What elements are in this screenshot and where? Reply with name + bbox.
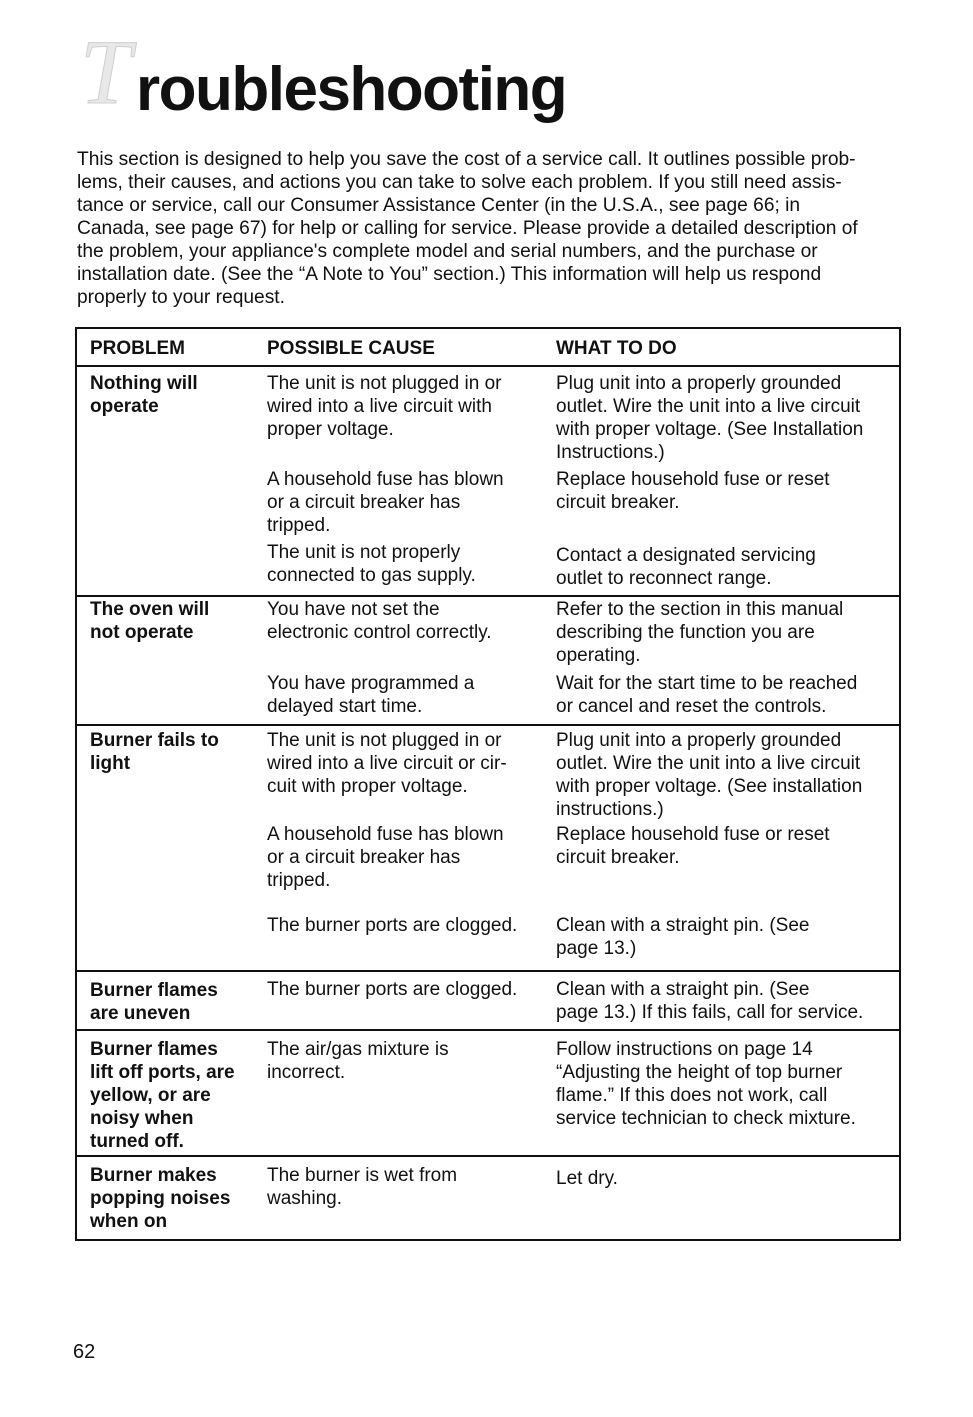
cause-text: The burner ports are clogged.	[267, 979, 518, 1000]
table-section	[77, 724, 899, 972]
cause-text: You have not set the electronic control correctly.	[267, 599, 492, 643]
table-section	[77, 970, 899, 1031]
action-text: Plug unit into a properly grounded outlet. Wire the unit into a live circuit with proper voltage. (See installation instructions.)	[556, 730, 863, 820]
action-text: Let dry.	[556, 1168, 618, 1189]
header-possible-cause: POSSIBLE CAUSE	[267, 338, 435, 359]
problem-label: Burner flames lift off ports, are yellow, or are noisy when turned off.	[90, 1039, 235, 1152]
action-text: Contact a designated servicing outlet to reconnect range.	[556, 545, 816, 589]
troubleshooting-table	[75, 327, 901, 1241]
header-what-to-do: WHAT TO DO	[556, 338, 677, 359]
cause-text: You have programmed a delayed start time.	[267, 673, 475, 717]
table-header-row	[77, 329, 899, 367]
problem-label: Burner flames are uneven	[90, 980, 218, 1024]
action-text: Clean with a straight pin. (See page 13.)	[556, 915, 810, 959]
cause-text: The unit is not properly connected to gas supply.	[267, 542, 476, 586]
problem-label: The oven will not operate	[90, 599, 210, 643]
problem-label: Burner fails to light	[90, 730, 219, 774]
cause-text: The air/gas mixture is incorrect.	[267, 1039, 449, 1083]
cause-text: The unit is not plugged in or wired into a live circuit with proper voltage.	[267, 373, 502, 440]
action-text: Wait for the start time to be reached or cancel and reset the controls.	[556, 673, 858, 717]
action-text: Replace household fuse or reset circuit breaker.	[556, 469, 830, 513]
table-section	[77, 365, 899, 597]
table-section	[77, 1029, 899, 1157]
action-text: Clean with a straight pin. (See page 13.) If this fails, call for service.	[556, 979, 864, 1023]
header-problem: PROBLEM	[90, 338, 185, 359]
intro-paragraph: This section is designed to help you save the cost of a service call. It outlines possible prob- lems, their causes, and actions you can take to solve each problem. If you still need assis- tance or service, call our Consumer Assistance Center (in the U.S.A., see page 66; in Canada, see page 67) for help or calling for service. Please provide a detailed description of the problem, your appliance's complete model and serial numbers, and the purchase or installation date. (See the “A Note to You” section.) This information will help us respond properly to your request.	[77, 149, 858, 308]
cause-text: The unit is not plugged in or wired into a live circuit or cir- cuit with proper voltage.	[267, 730, 507, 797]
problem-label: Nothing will operate	[90, 373, 198, 417]
cause-text: A household fuse has blown or a circuit breaker has tripped.	[267, 824, 504, 891]
action-text: Plug unit into a properly grounded outlet. Wire the unit into a live circuit with proper voltage. (See Installation Instructions.)	[556, 373, 864, 463]
title-initial-letter: T	[80, 21, 132, 123]
page-title	[78, 14, 778, 134]
action-text: Replace household fuse or reset circuit breaker.	[556, 824, 830, 868]
table-section	[77, 595, 899, 726]
action-text: Refer to the section in this manual describing the function you are operating.	[556, 599, 844, 666]
title-text: roubleshooting	[136, 55, 567, 124]
cause-text: The burner is wet from washing.	[267, 1165, 458, 1209]
cause-text: A household fuse has blown or a circuit breaker has tripped.	[267, 469, 504, 536]
action-text: Follow instructions on page 14 “Adjusting the height of top burner flame.” If this does not work, call service technician to check mixture.	[556, 1039, 856, 1129]
cause-text: The burner ports are clogged.	[267, 915, 518, 936]
page-number: 62	[73, 1341, 96, 1363]
table-section	[77, 1155, 899, 1239]
problem-label: Burner makes popping noises when on	[90, 1165, 231, 1232]
